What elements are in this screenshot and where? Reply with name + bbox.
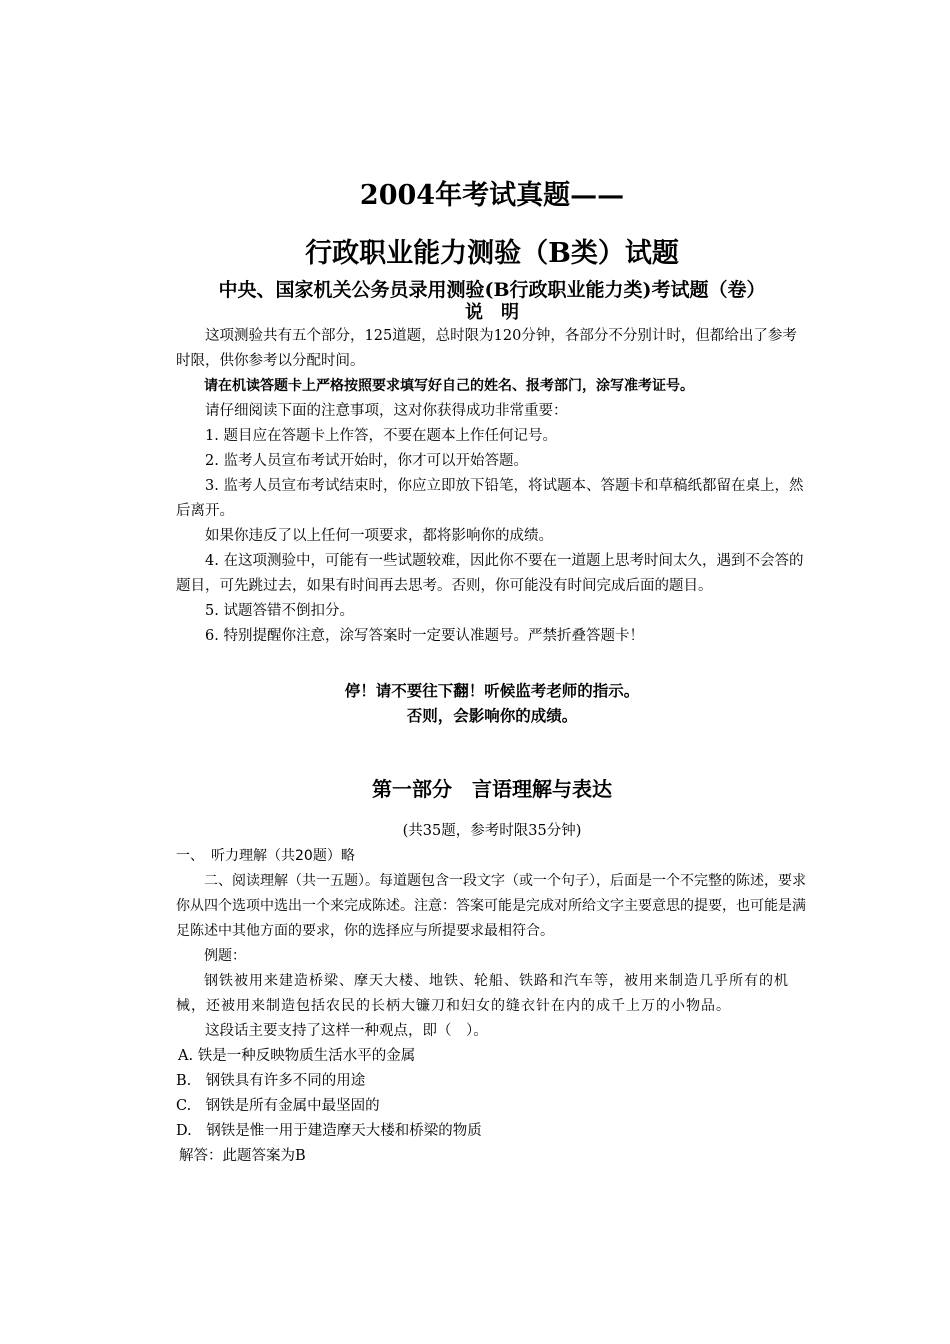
question-stem: 这段话主要支持了这样一种观点，即（ ）。 xyxy=(205,1022,488,1039)
stop-notice-line-1: 停！请不要往下翻！听候监考老师的指示。 xyxy=(344,682,640,700)
part-1-title: 第一部分 言语理解与表达 xyxy=(372,777,612,801)
part-1-subtitle: (共35题，参考时限35分钟) xyxy=(402,822,582,839)
section-1-heading: 一、 听力理解（共20题）略 xyxy=(176,847,355,864)
answer-line: 解答：此题答案为B xyxy=(179,1147,306,1164)
instruction-paragraph: 这项测验共有五个部分，125道题，总时限为120分钟，各部分不分别计时，但都给出了参考时限，供你参考以分配时间。 xyxy=(176,328,797,369)
instruction-paragraph-bold: 请在机读答题卡上严格按照要求填写好自己的姓名、报考部门，涂写准考证号。 xyxy=(204,378,694,394)
instruction-item-1: 1. 题目应在答题卡上作答，不要在题本上作任何记号。 xyxy=(205,428,557,444)
example-label: 例题： xyxy=(204,947,246,964)
document-content xyxy=(176,178,808,1169)
instruction-item-3: 3. 监考人员宣布考试结束时，你应立即放下铅笔，将试题本、答题卡和草稿纸都留在桌上，然后离开。 xyxy=(176,478,804,519)
example-passage: 钢铁被用来建造桥梁、摩天大楼、地铁、轮船、铁路和汽车等，被用来制造几乎所有的机械，还被用来制造包括农民的长柄大镰刀和妇女的缝衣针在内的成千上万的小物品。 xyxy=(176,972,789,1014)
title-line-1: 2004年考试真题—— xyxy=(359,180,625,211)
instructions-heading: 说 明 xyxy=(465,302,519,323)
instruction-item-2: 2. 监考人员宣布考试开始时，你才可以开始答题。 xyxy=(205,453,528,469)
title-line-2: 行政职业能力测验（B类）试题 xyxy=(305,238,679,269)
option-b: B. 钢铁具有许多不同的用途 xyxy=(176,1072,366,1089)
instruction-paragraph: 如果你违反了以上任何一项要求，都将影响你的成绩。 xyxy=(205,528,553,544)
option-c: C. 钢铁是所有金属中最坚固的 xyxy=(176,1097,380,1114)
section-2-intro: 二、阅读理解（共一五题）。每道题包含一段文字（或一个句子），后面是一个不完整的陈述，要求你从四个选项中选出一个来完成陈述。注意：答案可能是完成对所给文字主要意思的提要，也可能是满足陈述中其他方面的要求，你的选择应与所提要求最相符合。 xyxy=(176,872,806,939)
stop-notice-line-2: 否则，会影响你的成绩。 xyxy=(406,707,578,725)
instruction-item-4: 4. 在这项测验中，可能有一些试题较难，因此你不要在一道题上思考时间太久，遇到不会答的题目，可先跳过去，如果有时间再去思考。否则，你可能没有时间完成后面的题目。 xyxy=(176,553,804,594)
title-line-3: 中央、国家机关公务员录用测验(B行政职业能力类)考试题（卷） xyxy=(218,279,766,301)
option-d: D. 钢铁是惟一用于建造摩天大楼和桥梁的物质 xyxy=(176,1122,482,1139)
instruction-paragraph: 请仔细阅读下面的注意事项，这对你获得成功非常重要： xyxy=(205,403,568,419)
instruction-item-6: 6. 特别提醒你注意，涂写答案时一定要认准题号。严禁折叠答题卡！ xyxy=(205,628,644,644)
instruction-item-5: 5. 试题答错不倒扣分。 xyxy=(205,603,354,619)
option-a: A. 铁是一种反映物质生活水平的金属 xyxy=(178,1047,416,1064)
